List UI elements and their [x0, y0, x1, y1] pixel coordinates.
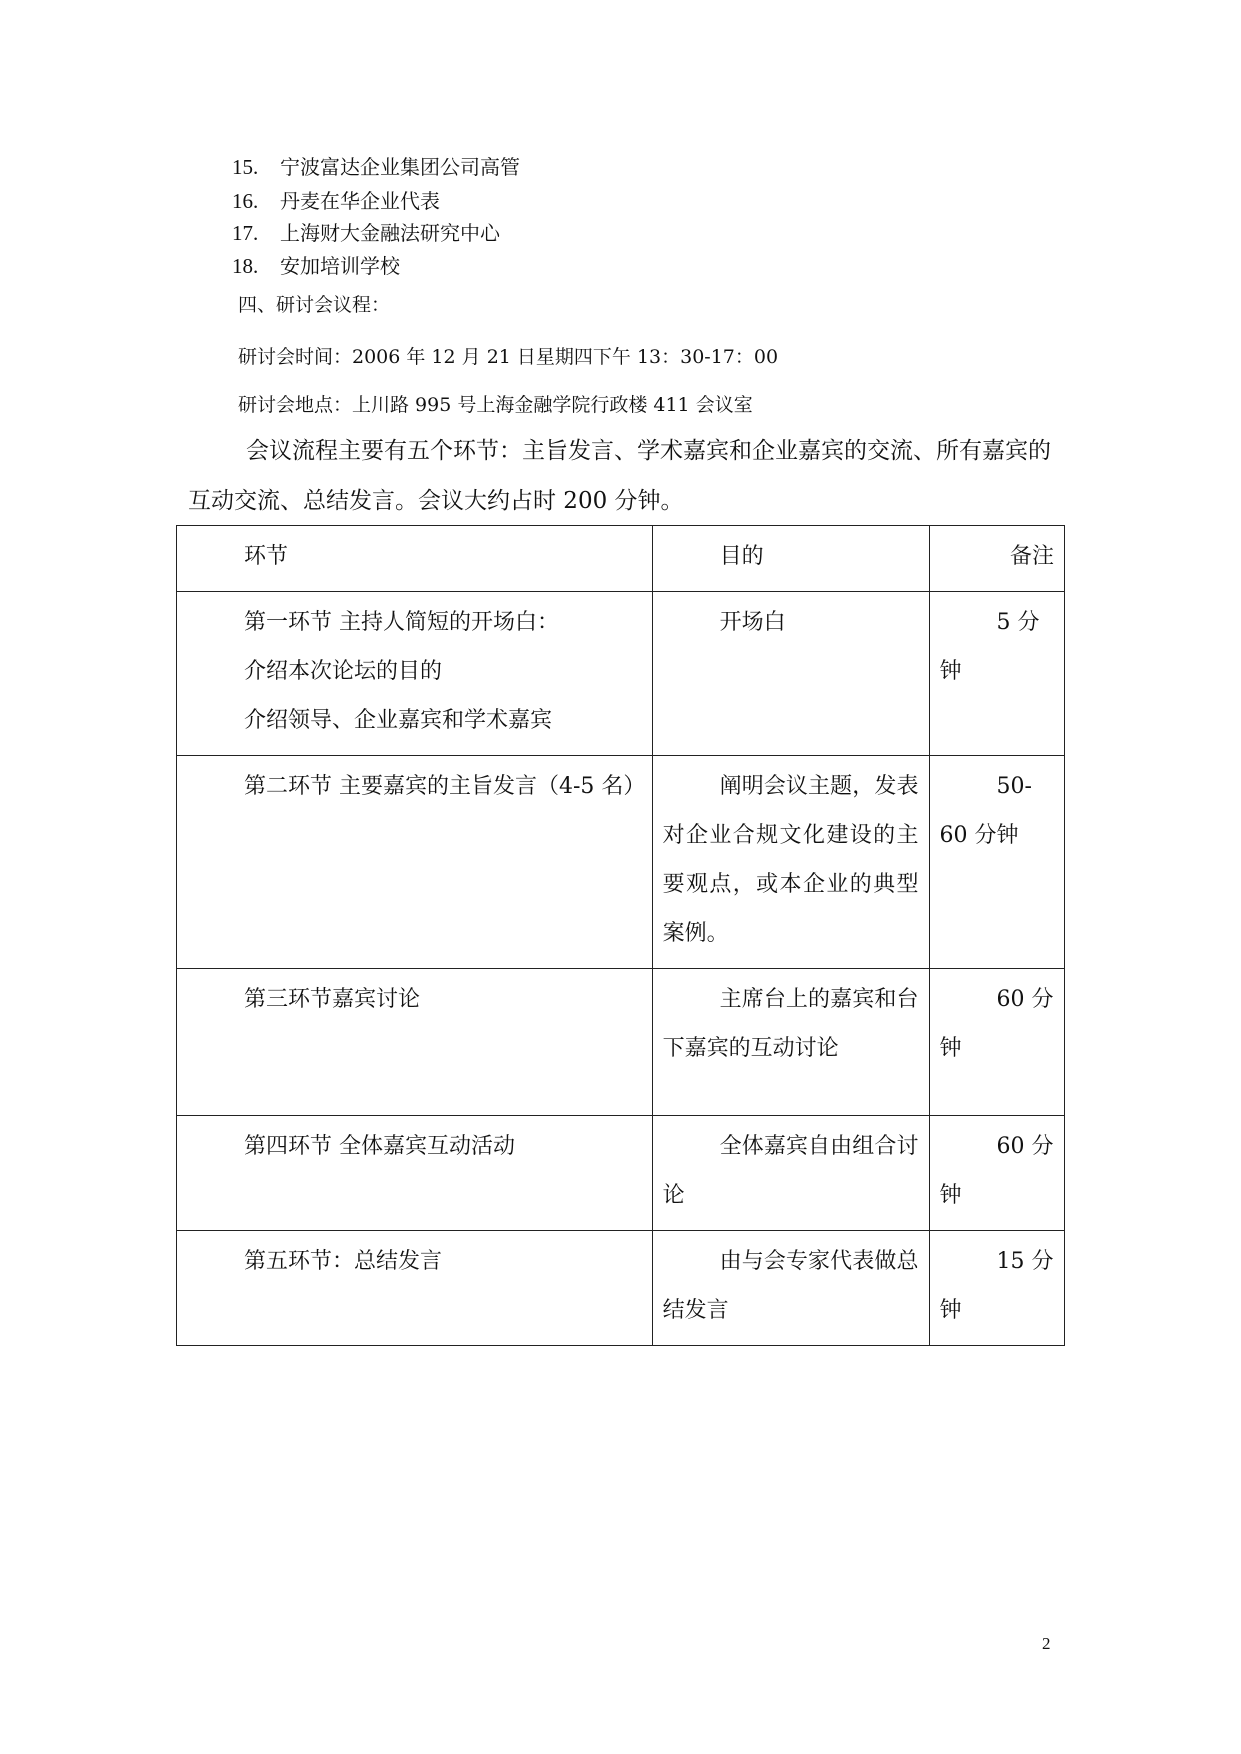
purpose-cell: 阐明会议主题，发表对企业合规文化建设的主要观点，或本企业的典型案例。 [652, 756, 929, 969]
table-header-row [177, 526, 1065, 592]
list-item [232, 189, 440, 213]
stage-cell: 第五环节：总结发言 [177, 1231, 653, 1346]
list-item-text: 安加培训学校 [280, 254, 400, 278]
list-item [232, 155, 520, 179]
note-cell: 60 分钟 [929, 969, 1064, 1116]
table-row [177, 969, 1065, 1116]
purpose-cell: 全体嘉宾自由组合讨论 [652, 1116, 929, 1231]
purpose-cell: 主席台上的嘉宾和台下嘉宾的互动讨论 [652, 969, 929, 1116]
stage-cell: 第四环节 全体嘉宾互动活动 [177, 1116, 653, 1231]
header-note: 备注 [929, 526, 1064, 592]
list-item [232, 254, 400, 278]
table-row [177, 592, 1065, 756]
list-item-number: 16. [232, 189, 259, 213]
note-cell: 15 分钟 [929, 1231, 1064, 1346]
page-number: 2 [1042, 1634, 1051, 1653]
list-item-number: 15. [232, 155, 259, 179]
intro-paragraph: 会议流程主要有五个环节：主旨发言、学术嘉宾和企业嘉宾的交流、所有嘉宾的互动交流、总结发言。会议大约占时 200 分钟。 [188, 438, 1051, 514]
table-row [177, 1231, 1065, 1346]
list-item-text: 丹麦在华企业代表 [280, 189, 440, 213]
stage-cell [177, 592, 653, 756]
section-heading: 四、研讨会议程： [238, 294, 391, 316]
list-item-number: 17. [232, 221, 259, 245]
stage-cell: 第二环节 主要嘉宾的主旨发言（4-5 名） [177, 756, 653, 969]
stage-line: 介绍本次论坛的目的 [244, 659, 443, 684]
note-cell: 60 分钟 [929, 1116, 1064, 1231]
header-stage: 环节 [177, 526, 653, 592]
purpose-cell: 由与会专家代表做总结发言 [652, 1231, 929, 1346]
table-row [177, 756, 1065, 969]
stage-cell: 第三环节嘉宾讨论 [177, 969, 653, 1116]
purpose-cell: 开场白 [652, 592, 929, 756]
agenda-table [176, 525, 1065, 1346]
list-item-text: 宁波富达企业集团公司高管 [280, 155, 520, 179]
note-cell: 50-60 分钟 [929, 756, 1064, 969]
meeting-place: 研讨会地点：上川路 995 号上海金融学院行政楼 411 会议室 [238, 394, 753, 416]
list-item-number: 18. [232, 254, 259, 278]
stage-line: 介绍领导、企业嘉宾和学术嘉宾 [244, 708, 553, 733]
meeting-time: 研讨会时间：2006 年 12 月 21 日星期四下午 13：30-17：00 [238, 346, 779, 368]
list-item-text: 上海财大金融法研究中心 [280, 221, 500, 245]
list-item [232, 221, 500, 245]
stage-line: 第一环节 主持人简短的开场白： [244, 610, 559, 635]
table-row [177, 1116, 1065, 1231]
header-purpose: 目的 [652, 526, 929, 592]
note-cell: 5 分钟 [929, 592, 1064, 756]
